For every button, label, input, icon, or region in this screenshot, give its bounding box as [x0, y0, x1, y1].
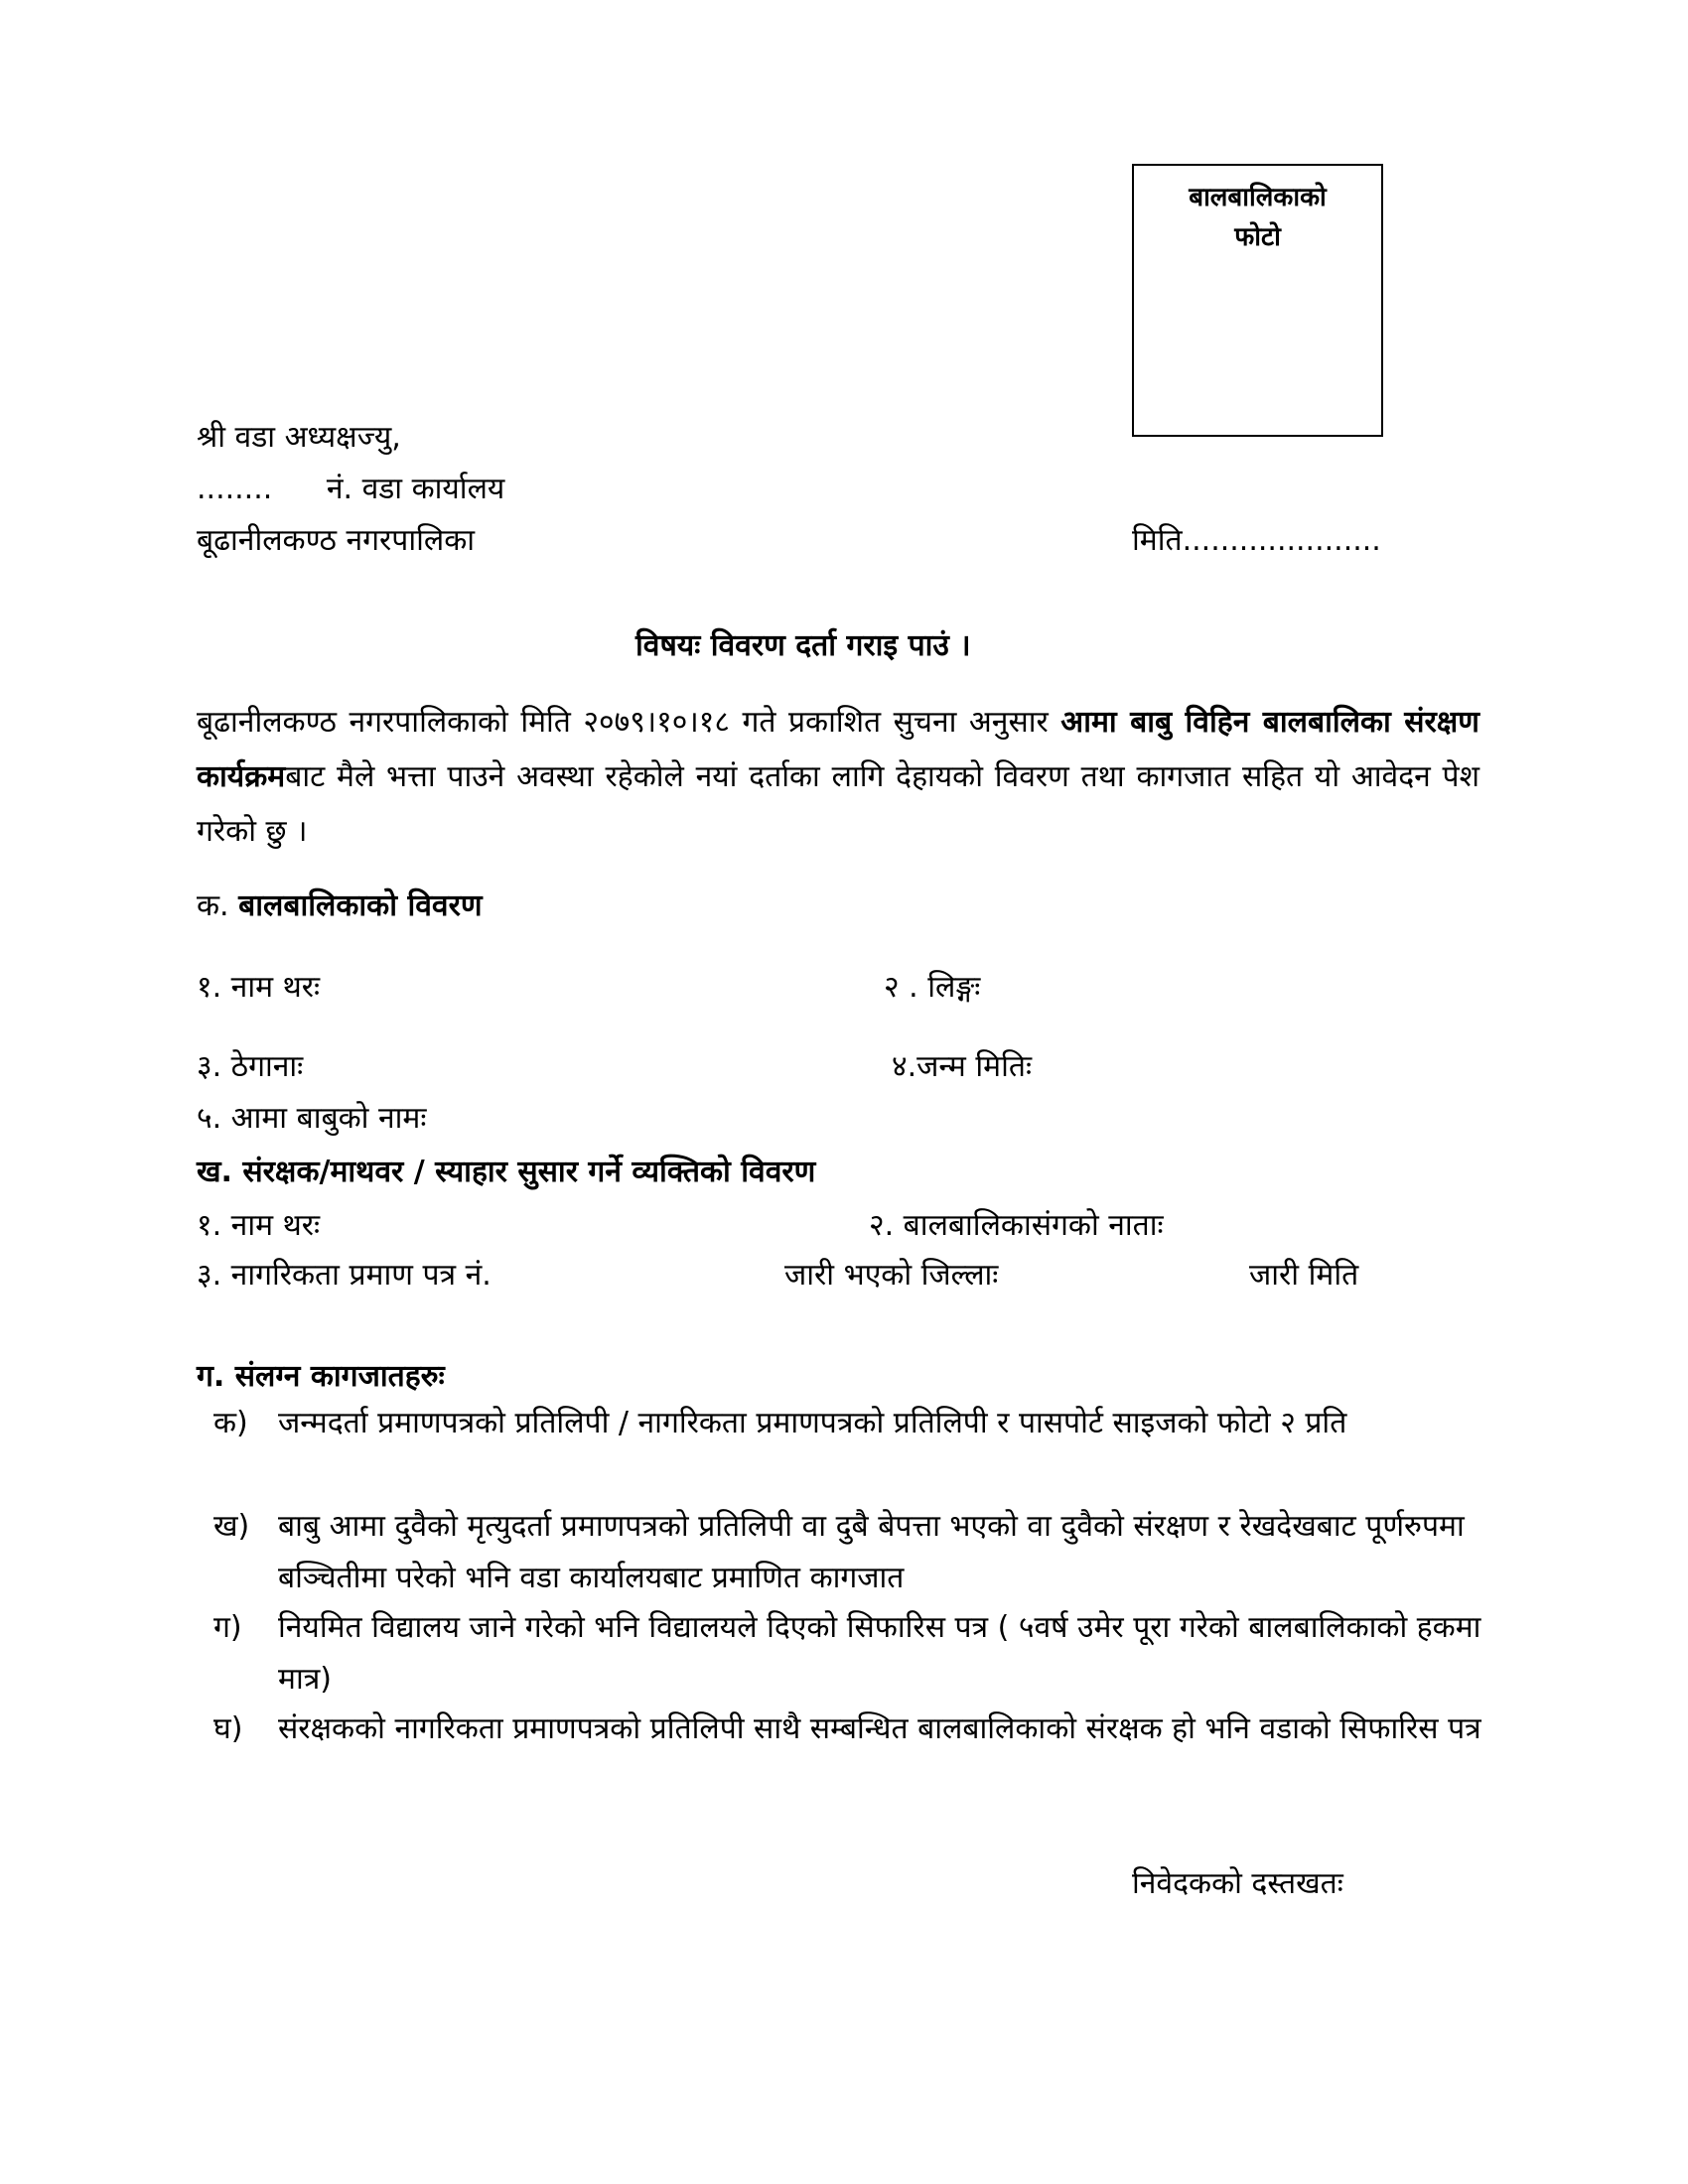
section-ka-title: बालबालिकाको विवरण	[238, 888, 483, 923]
attachment-marker: क)	[213, 1406, 248, 1440]
body-text-part1: बूढानीलकण्ठ नगरपालिकाको मिति २०७९।१०।१८ गते प्रकाशित सुचना अनुसार	[197, 705, 1061, 740]
attachment-text: संरक्षकको नागरिकता प्रमाणपत्रको प्रतिलिपी साथै सम्बन्धित बालबालिकाको संरक्षक हो भनि वडाको सिफारिस पत्र	[278, 1711, 1481, 1746]
section-kha-heading: ख. संरक्षक/माथवर / स्याहार सुसार गर्ने व्यक्तिको विवरण	[197, 1155, 816, 1189]
photo-box-label-line2: फोटो	[1234, 222, 1281, 252]
attachment-item	[204, 1501, 1484, 1604]
recipient-line-1: श्री वडा अध्यक्षज्यु,	[197, 420, 401, 455]
attachment-item	[204, 1602, 1484, 1706]
section-ka-prefix: क.	[197, 888, 229, 923]
child-address-field: ३. ठेगानाः	[197, 1049, 304, 1084]
issuing-district-field: जारी भएको जिल्लाः	[784, 1258, 999, 1293]
body-text-part2: बाट मैले भत्ता पाउने अवस्था रहेकोले नयां दर्ताका लागि देहायको विवरण तथा कागजात सहित यो आवेदन पेश गरेको छु ।	[197, 759, 1479, 849]
attachment-text: बाबु आमा दुवैको मृत्युदर्ता प्रमाणपत्रको प्रतिलिपी वा दुबै बेपत्ता भएको वा दुवैको संरक्षण र रेखदेखबाट पूर्णरुपमा बञ्चितीमा परेको भनि वडा कार्यालयबाट प्रमाणित कागजात	[278, 1509, 1465, 1595]
child-photo-box	[1132, 164, 1383, 437]
applicant-signature-label: निवेदकको दस्तखतः	[1132, 1866, 1343, 1901]
attachment-item	[204, 1704, 1484, 1755]
program-name: आमा बाबु विहिन बालबालिका संरक्षण कार्यक्रम	[197, 705, 1479, 794]
child-gender-field: २ . लिङ्गः	[884, 970, 981, 1005]
guardian-relation-field: २. बालबालिकासंगको नाताः	[869, 1208, 1164, 1243]
child-dob-field: ४.जन्म मितिः	[892, 1049, 1033, 1084]
attachment-marker: ग)	[213, 1610, 242, 1645]
date-field: मिति.....................	[1132, 523, 1381, 558]
attachment-item	[204, 1398, 1484, 1449]
attachment-text: जन्मदर्ता प्रमाणपत्रको प्रतिलिपी / नागरिकता प्रमाणपत्रको प्रतिलिपी र पासपोर्ट साइजको फोटो २ प्रति	[278, 1406, 1347, 1440]
guardian-name-field: १. नाम थरः	[197, 1208, 321, 1243]
photo-box-label-line1: बालबालिकाको	[1189, 183, 1327, 212]
attachment-marker: घ)	[213, 1711, 243, 1746]
ward-number-blank: ........	[197, 472, 273, 506]
recipient-line-3: बूढानीलकण्ठ नगरपालिका	[197, 523, 476, 558]
attachment-text: नियमित विद्यालय जाने गरेको भनि विद्यालयले दिएको सिफारिस पत्र ( ५वर्ष उमेर पूरा गरेको बालबालिकाको हकमा मात्र)	[278, 1610, 1481, 1697]
ward-office-label: नं. वडा कार्यालय	[326, 472, 505, 506]
recipient-line-2	[197, 467, 504, 507]
parents-name-field: ५. आमा बाबुको नामः	[197, 1101, 427, 1136]
body-paragraph	[197, 695, 1479, 859]
section-ga-heading: ग. संलग्न कागजातहरुः	[197, 1359, 445, 1394]
section-ka-heading	[197, 884, 483, 924]
attachment-marker: ख)	[213, 1509, 250, 1544]
child-name-field: १. नाम थरः	[197, 970, 321, 1005]
issue-date-field: जारी मिति	[1249, 1258, 1359, 1293]
subject-line: विषयः विवरण दर्ता गराइ पाउं ।	[635, 628, 971, 663]
citizenship-number-field: ३. नागरिकता प्रमाण पत्र नं.	[197, 1258, 492, 1293]
